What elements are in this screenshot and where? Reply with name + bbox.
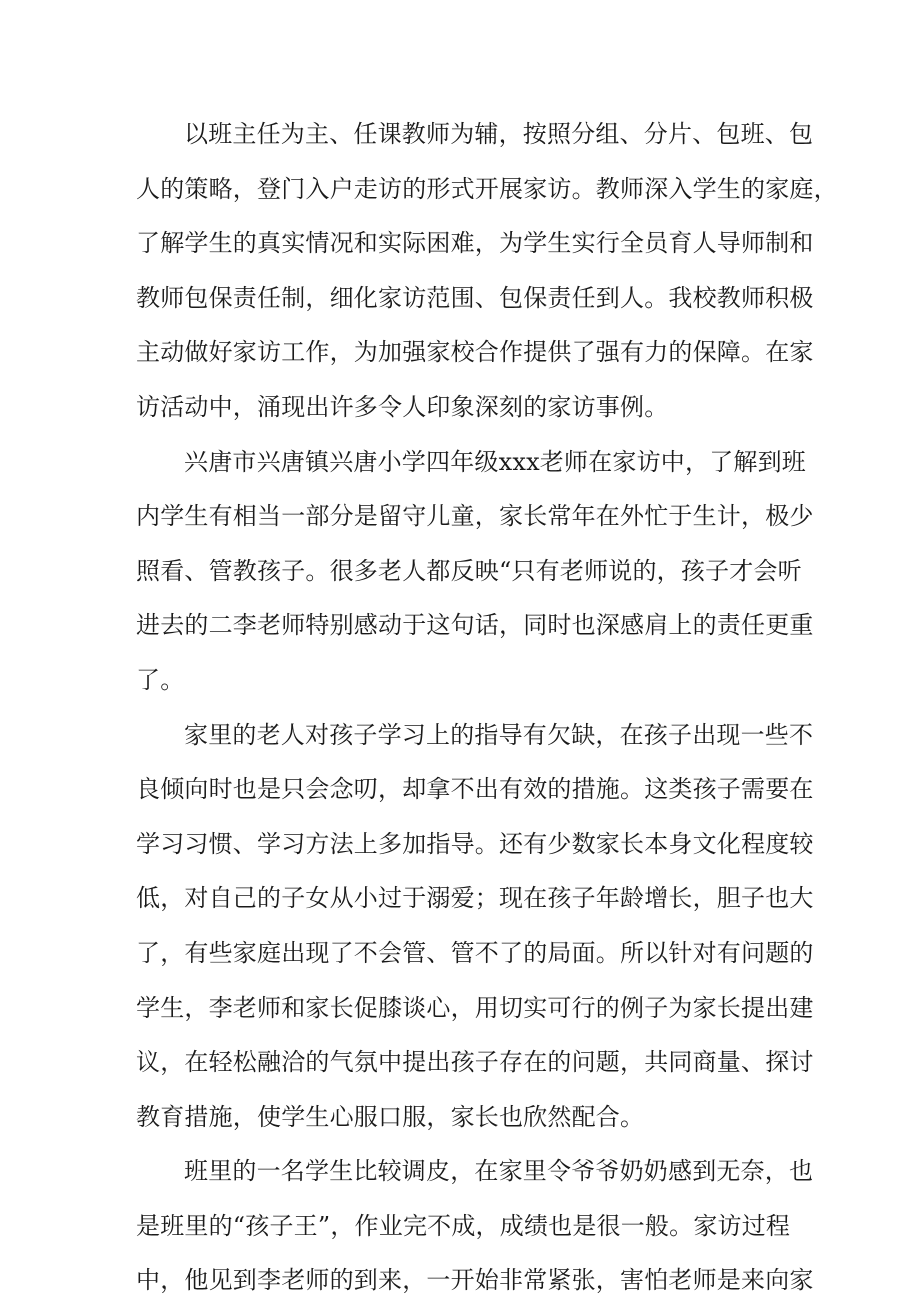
- text-line: 以班主任为主、任课教师为辅，按照分组、分片、包班、包: [184, 120, 814, 148]
- text-line: 学生，李老师和家长促膝谈心，用切实可行的例子为家长提出建: [136, 993, 814, 1022]
- text-line: 照看、管教孩子。很多老人都反映“只有老师说的，孩子才会听: [136, 556, 802, 585]
- text-line: 是班里的“孩子王”，作业完不成，成绩也是很一般。家访过程: [136, 1211, 791, 1240]
- text-line: 班里的一名学生比较调皮，在家里令爷爷奶奶感到无奈，也: [184, 1157, 814, 1186]
- text-line: 良倾向时也是只会念叨，却拿不出有效的措施。这类孩子需要在: [136, 775, 814, 804]
- text-line: 教师包保责任制，细化家访范围、包保责任到人。我校教师积极: [136, 283, 814, 312]
- document-body: [136, 107, 838, 1308]
- text-line: 学习习惯、学习方法上多加指导。还有少数家长本身文化程度较: [136, 829, 814, 858]
- text-line: 内学生有相当一部分是留守儿童，家长常年在外忙于生计，极少: [136, 502, 814, 531]
- text-line: 人的策略，登门入户走访的形式开展家访。教师深入学生的家庭，: [136, 174, 838, 203]
- text-line: 了。: [136, 665, 185, 694]
- paragraph-3: [136, 708, 814, 1145]
- paragraph-4: [136, 1144, 814, 1308]
- paragraph-1: [136, 107, 838, 435]
- text-line: 家里的老人对孩子学习上的指导有欠缺，在孩子出现一些不: [184, 720, 814, 749]
- text-line: 主动做好家访工作，为加强家校合作提供了强有力的保障。在家: [136, 338, 814, 367]
- text-line: 低，对自己的子女从小过于溺爱；现在孩子年龄增长，胆子也大: [136, 884, 814, 913]
- text-line: 议，在轻松融洽的气氛中提出孩子存在的问题，共同商量、探讨: [136, 1048, 814, 1077]
- paragraph-2: [136, 435, 814, 708]
- text-line: 兴唐市兴唐镇兴唐小学四年级xxx老师在家访中，了解到班: [184, 447, 807, 476]
- text-line: 进去的二李老师特别感动于这句话，同时也深感肩上的责任更重: [136, 611, 814, 640]
- text-line: 中，他见到李老师的到来，一开始非常紧张，害怕老师是来向家: [136, 1266, 814, 1295]
- text-line: 访活动中，涌现出许多令人印象深刻的家访事例。: [136, 392, 669, 421]
- text-line: 了，有些家庭出现了不会管、管不了的局面。所以针对有问题的: [136, 938, 814, 967]
- text-line: 了解学生的真实情况和实际困难，为学生实行全员育人导师制和: [136, 229, 814, 258]
- text-line: 教育措施，使学生心服口服，家长也欣然配合。: [136, 1102, 645, 1131]
